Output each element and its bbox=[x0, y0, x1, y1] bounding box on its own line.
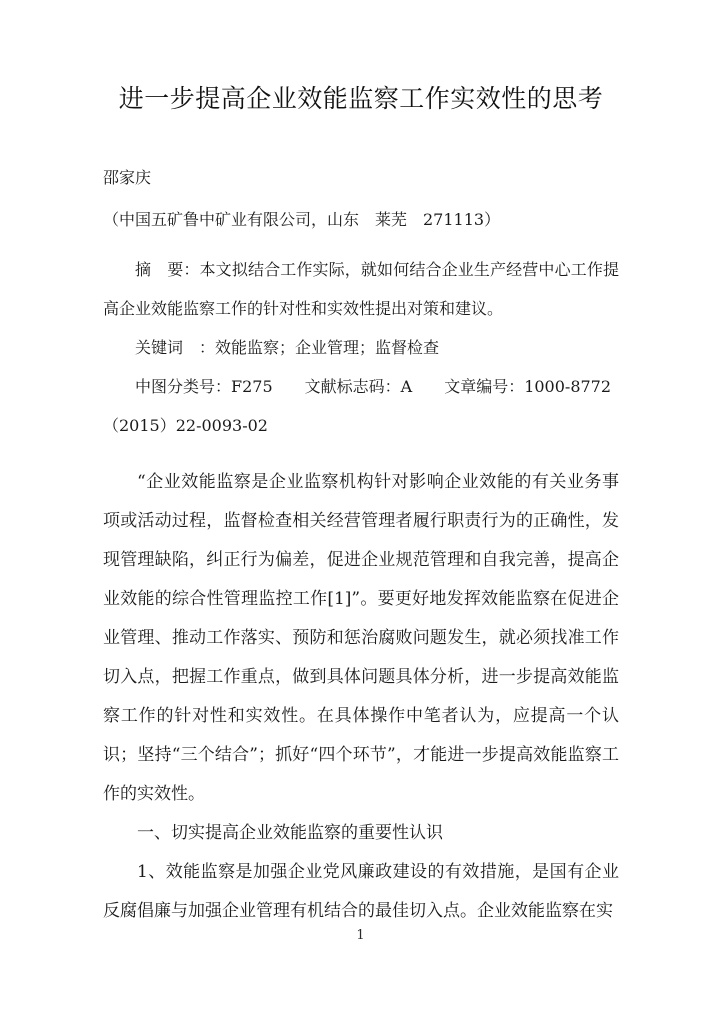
body-block bbox=[103, 445, 619, 931]
page-title: 进一步提高企业效能监察工作实效性的思考 bbox=[118, 84, 604, 113]
page-content bbox=[103, 0, 619, 931]
body-paragraph-2: 1、效能监察是加强企业党风廉政建设的有效措施，是国有企业反腐倡廉与加强企业管理有机结合的最佳切入点。企业效能监察在实 bbox=[103, 862, 619, 921]
abstract-text: 摘 要：本文拟结合工作实际，就如何结合企业生产经营中心工作提高企业效能监察工作的针对性和实效性提出对策和建议。 bbox=[103, 260, 619, 318]
page-number: 1 bbox=[356, 928, 365, 943]
keywords-text: 关键词 ：效能监察；企业管理；监督检查 bbox=[135, 338, 440, 357]
section-heading-1: 一、切实提高企业效能监察的重要性认识 bbox=[137, 823, 443, 843]
author-name: 邵家庆 bbox=[103, 168, 152, 187]
metadata-block bbox=[103, 234, 619, 445]
classification-line: 中图分类号：F275 文献标志码：A 文章编号：1000-8772 bbox=[135, 377, 612, 396]
author-affiliation: （中国五矿鲁中矿业有限公司，山东 莱芜 271113） bbox=[103, 210, 501, 229]
body-paragraph-1: “企业效能监察是企业监察机构针对影响企业效能的有关业务事项或活动过程，监督检查相关经营管理者履行职责行为的正确性，发现管理缺陷，纠正行为偏差，促进企业规范管理和自我完善，提高企业效能的综合性管理监控工作[1]”。要更好地发挥效能监察在促进企业管理、推动工作落实、预防和惩治腐败问题发生，就必须找准工作切入点，把握工作重点，做到具体问题具体分析，进一步提高效能监察工作的针对性和实效性。在具体操作中笔者认为，应提高一个认识；坚持“三个结合”；抓好“四个环节”，才能进一步提高效能监察工作的实效性。 bbox=[103, 472, 619, 804]
article-number-continuation: （2015）22-0093-02 bbox=[103, 416, 268, 435]
